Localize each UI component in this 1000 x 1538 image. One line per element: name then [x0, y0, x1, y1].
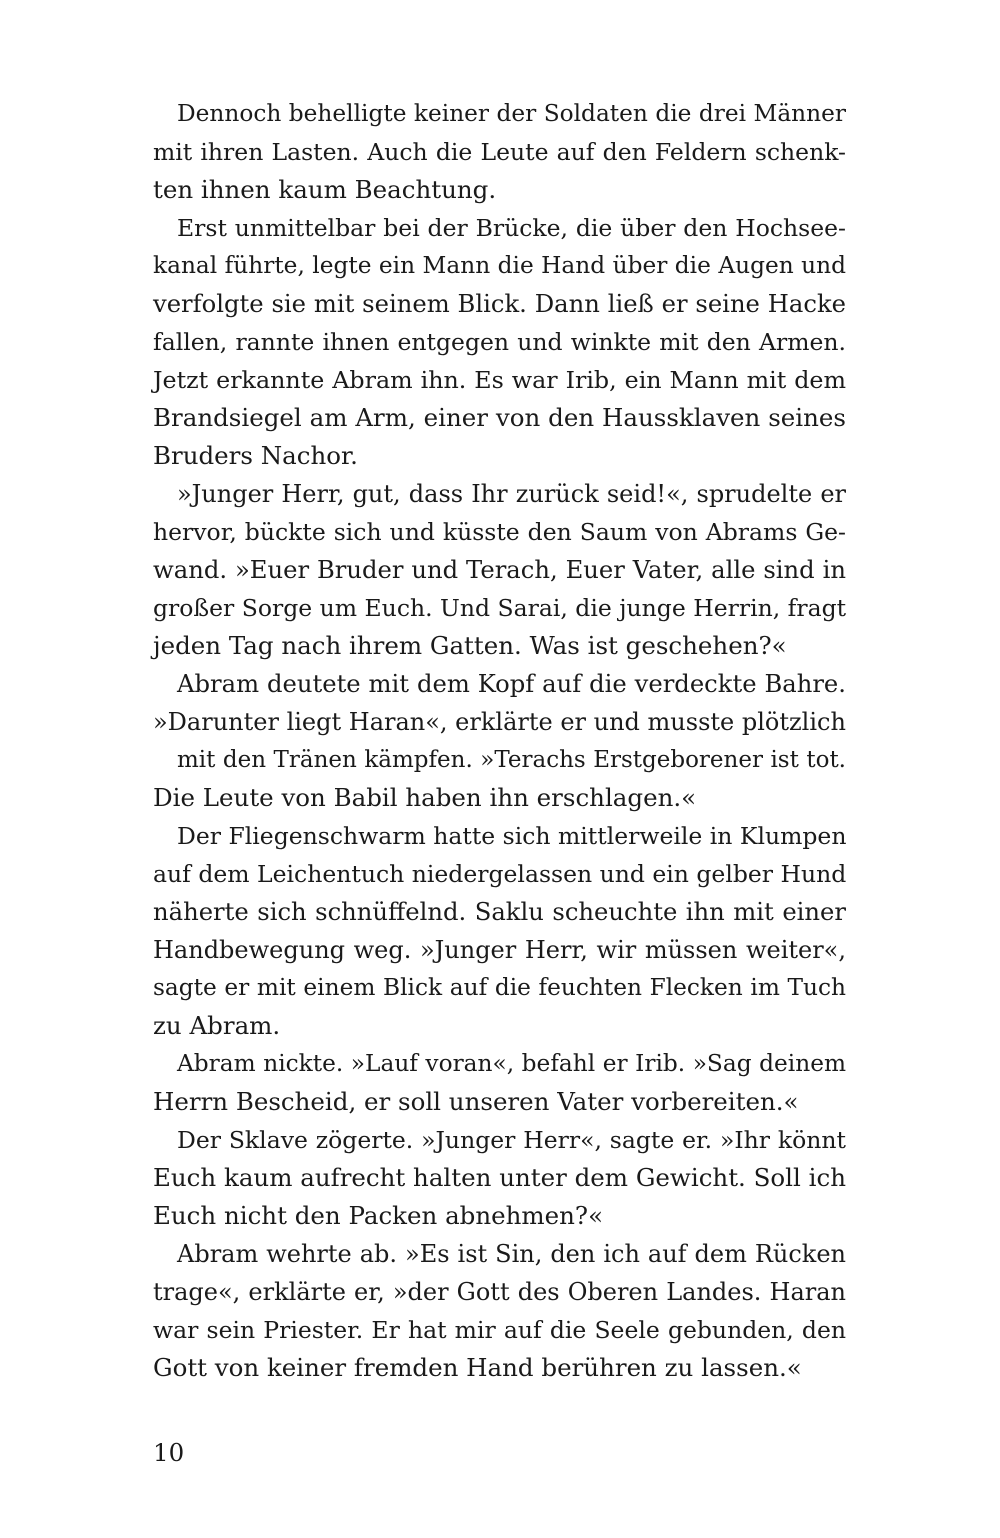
- text-line: Euch nicht den Packen abnehmen?«: [153, 1201, 604, 1230]
- text-line: jeden Tag nach ihrem Gatten. Was ist geschehen?«: [153, 631, 787, 660]
- text-line: Dennoch behelligte keiner der Soldaten die drei Männer: [177, 100, 846, 127]
- text-line: hervor, bückte sich und küsste den Saum von Abrams Ge-: [153, 518, 846, 546]
- text-line: zu Abram.: [153, 1011, 281, 1040]
- text-line: Herrn Bescheid, er soll unseren Vater vorbereiten.«: [153, 1087, 799, 1116]
- text-line: ten ihnen kaum Beachtung.: [153, 175, 497, 204]
- text-line: Bruders Nachor.: [153, 441, 358, 470]
- text-line: Jetzt erkannte Abram ihn. Es war Irib, ein Mann mit dem: [153, 366, 846, 394]
- text-line: trage«, erklärte er, »der Gott des Oberen Landes. Haran: [153, 1278, 846, 1306]
- text-line: Die Leute von Babil haben ihn erschlagen.«: [153, 783, 697, 812]
- text-line: großer Sorge um Euch. Und Sarai, die junge Herrin, fragt: [153, 594, 847, 622]
- text-line: Gott von keiner fremden Hand berühren zu lassen.«: [153, 1353, 802, 1382]
- text-line: Abram deutete mit dem Kopf auf die verdeckte Bahre.: [177, 669, 846, 698]
- text-line: auf dem Leichentuch niedergelassen und ein gelber Hund: [153, 860, 847, 888]
- text-line: »Darunter liegt Haran«, erklärte er und musste plötzlich: [153, 708, 846, 736]
- text-line: Abram wehrte ab. »Es ist Sin, den ich auf dem Rücken: [177, 1240, 846, 1268]
- page-number: 10: [153, 1438, 185, 1467]
- text-line: fallen, rannte ihnen entgegen und winkte mit den Armen.: [153, 328, 846, 356]
- text-line: war sein Priester. Er hat mir auf die Seele gebunden, den: [153, 1316, 846, 1344]
- text-line: Der Fliegenschwarm hatte sich mittlerweile in Klumpen: [177, 822, 847, 850]
- text-line: »Junger Herr, gut, dass Ihr zurück seid!«, sprudelte er: [177, 480, 846, 508]
- body-text: [153, 95, 846, 1387]
- text-line: Erst unmittelbar bei der Brücke, die über den Hochsee-: [177, 214, 846, 242]
- text-line: Brandsiegel am Arm, einer von den Haussklaven seines: [153, 403, 846, 432]
- text-line: näherte sich schnüffelnd. Saklu scheuchte ihn mit einer: [153, 897, 846, 926]
- text-line: mit den Tränen kämpfen. »Terachs Erstgeborener ist tot.: [177, 747, 846, 773]
- text-line: verfolgte sie mit seinem Blick. Dann ließ er seine Hacke: [153, 289, 846, 318]
- text-line: kanal führte, legte ein Mann die Hand über die Augen und: [153, 252, 846, 279]
- text-line: Euch kaum aufrecht halten unter dem Gewicht. Soll ich: [153, 1163, 846, 1192]
- text-line: Der Sklave zögerte. »Junger Herr«, sagte er. »Ihr könnt: [177, 1126, 846, 1154]
- text-line: Abram nickte. »Lauf voran«, befahl er Irib. »Sag deinem: [177, 1050, 846, 1077]
- text-line: sagte er mit einem Blick auf die feuchten Flecken im Tuch: [153, 974, 846, 1001]
- text-line: mit ihren Lasten. Auch die Leute auf den Feldern schenk-: [153, 138, 846, 166]
- text-line: wand. »Euer Bruder und Terach, Euer Vater, alle sind in: [153, 555, 846, 584]
- text-line: Handbewegung weg. »Junger Herr, wir müssen weiter«,: [153, 936, 846, 964]
